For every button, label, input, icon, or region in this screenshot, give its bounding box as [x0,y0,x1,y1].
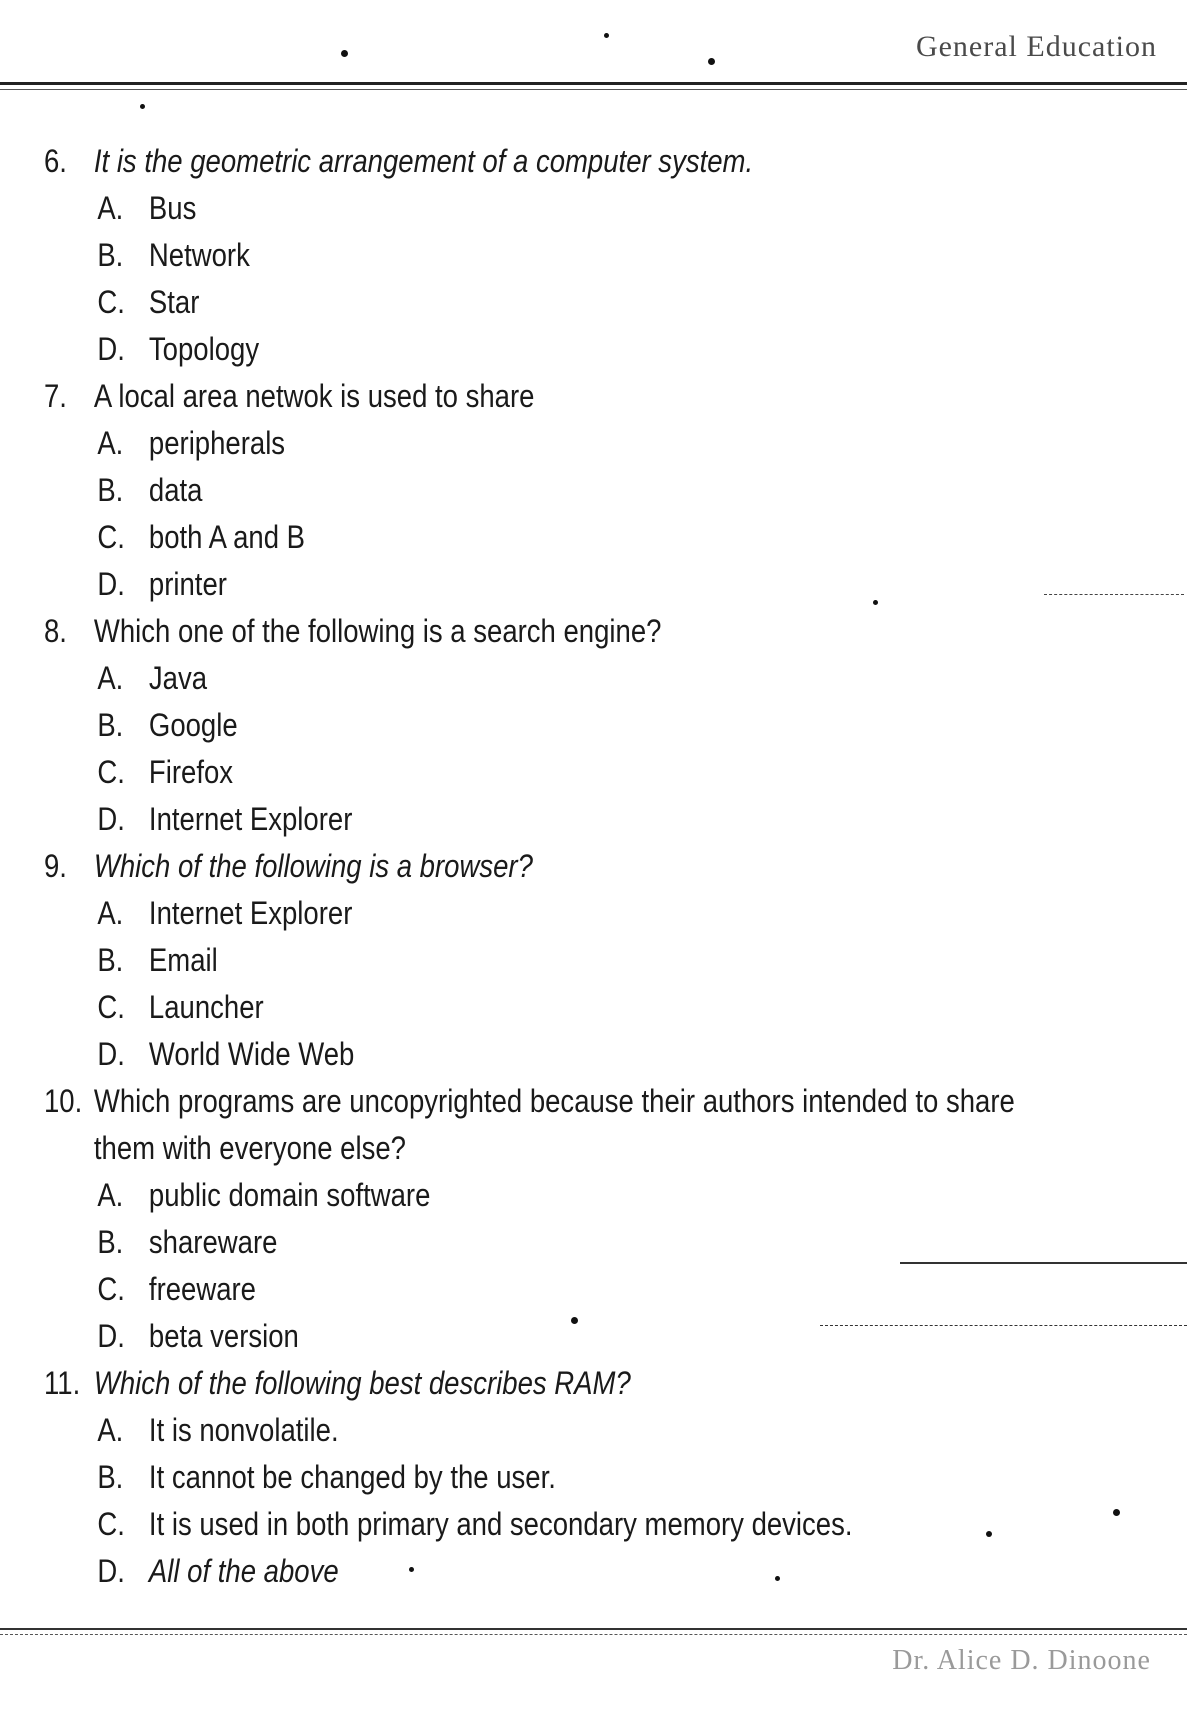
question-number: 9. [44,848,67,884]
option-letter: A. [97,660,124,696]
option-a [44,655,1129,702]
option-text: It is used in both primary and secondary memory devices. [148,1506,853,1542]
option-text: both A and B [148,519,306,555]
option-text: Launcher [148,989,264,1025]
scan-speck [341,50,348,57]
option-letter: D. [97,1553,125,1589]
option-a [44,420,1129,467]
option-a [44,890,1129,937]
option-letter: D. [97,1036,125,1072]
option-a [44,185,1129,232]
option-text: shareware [148,1224,278,1260]
option-letter: D. [97,566,125,602]
option-letter: C. [97,754,125,790]
option-d [44,1548,1129,1595]
option-d [44,561,1129,608]
option-text: Internet Explorer [148,895,353,931]
scan-speck [604,33,609,38]
option-letter: A. [97,895,124,931]
question-text: Which programs are uncopyrighted because their authors intended to share [93,1083,1015,1119]
option-b [44,702,1129,749]
option-letter: D. [97,331,125,367]
option-text: peripherals [148,425,286,461]
option-letter: C. [97,989,125,1025]
scan-speck [986,1531,992,1537]
option-b [44,1219,1129,1266]
page-header: General Education [915,30,1157,63]
option-text: It is nonvolatile. [148,1412,339,1448]
option-letter: A. [97,1412,124,1448]
option-letter: A. [97,425,124,461]
footer-rule-thin [0,1634,1187,1635]
option-c [44,1266,1129,1313]
option-text: beta version [148,1318,299,1354]
question-number: 7. [44,378,67,414]
scan-speck [571,1317,578,1324]
option-text: Java [148,660,208,696]
option-text: Internet Explorer [148,801,353,837]
question-text: It is the geometric arrangement of a computer system. [93,143,754,179]
option-letter: B. [97,1224,124,1260]
question-6 [44,138,1154,373]
option-letter: C. [97,284,125,320]
option-letter: C. [97,1506,125,1542]
option-letter: B. [97,1459,124,1495]
option-c [44,279,1129,326]
scan-line [900,1262,1187,1264]
scan-speck [775,1576,780,1581]
option-text: All of the above [148,1553,339,1589]
option-text: Star [148,284,200,320]
option-letter: D. [97,801,125,837]
option-b [44,467,1129,514]
question-text: A local area netwok is used to share [93,378,535,414]
question-text-continuation: them with everyone else? [93,1130,406,1166]
scan-speck [708,58,715,65]
question-7 [44,373,1154,608]
option-a [44,1172,1129,1219]
option-text: data [148,472,203,508]
option-text: Google [148,707,238,743]
scan-line [820,1325,1187,1326]
option-letter: C. [97,519,125,555]
footer-rule [0,1628,1187,1630]
option-letter: B. [97,472,124,508]
scan-speck [140,104,145,109]
option-text: It cannot be changed by the user. [148,1459,556,1495]
question-text: Which of the following is a browser? [93,848,533,884]
option-c [44,749,1129,796]
question-11 [44,1360,1154,1595]
option-letter: A. [97,1177,124,1213]
option-c [44,1501,1129,1548]
question-text: Which one of the following is a search engine? [93,613,662,649]
question-number: 6. [44,143,67,179]
question-10 [44,1078,1154,1360]
question-number: 11. [44,1365,81,1401]
option-d [44,796,1129,843]
question-9 [44,843,1154,1078]
question-list [44,138,1154,1595]
question-number: 10. [44,1083,83,1119]
option-letter: C. [97,1271,125,1307]
option-text: Bus [148,190,197,226]
option-text: Topology [148,331,260,367]
option-c [44,514,1129,561]
header-rule-thin [0,89,1187,90]
option-letter: B. [97,942,124,978]
header-rule [0,82,1187,85]
option-text: Firefox [148,754,234,790]
option-letter: D. [97,1318,125,1354]
option-a [44,1407,1129,1454]
option-b [44,937,1129,984]
option-d [44,326,1129,373]
option-letter: B. [97,237,124,273]
option-c [44,984,1129,1031]
option-b [44,232,1129,279]
option-d [44,1031,1129,1078]
scan-speck [1113,1509,1120,1516]
option-letter: A. [97,190,124,226]
option-text: freeware [148,1271,256,1307]
option-text: World Wide Web [148,1036,355,1072]
option-text: Email [148,942,218,978]
option-letter: B. [97,707,124,743]
scan-line [1044,594,1184,595]
option-d [44,1313,1129,1360]
page-footer: Dr. Alice D. Dinoone [892,1645,1151,1676]
option-text: public domain software [148,1177,431,1213]
question-text: Which of the following best describes RAM? [93,1365,631,1401]
scan-speck [873,600,878,605]
option-b [44,1454,1129,1501]
question-8 [44,608,1154,843]
option-text: Network [148,237,250,273]
scan-speck [409,1567,414,1572]
question-number: 8. [44,613,67,649]
option-text: printer [148,566,227,602]
